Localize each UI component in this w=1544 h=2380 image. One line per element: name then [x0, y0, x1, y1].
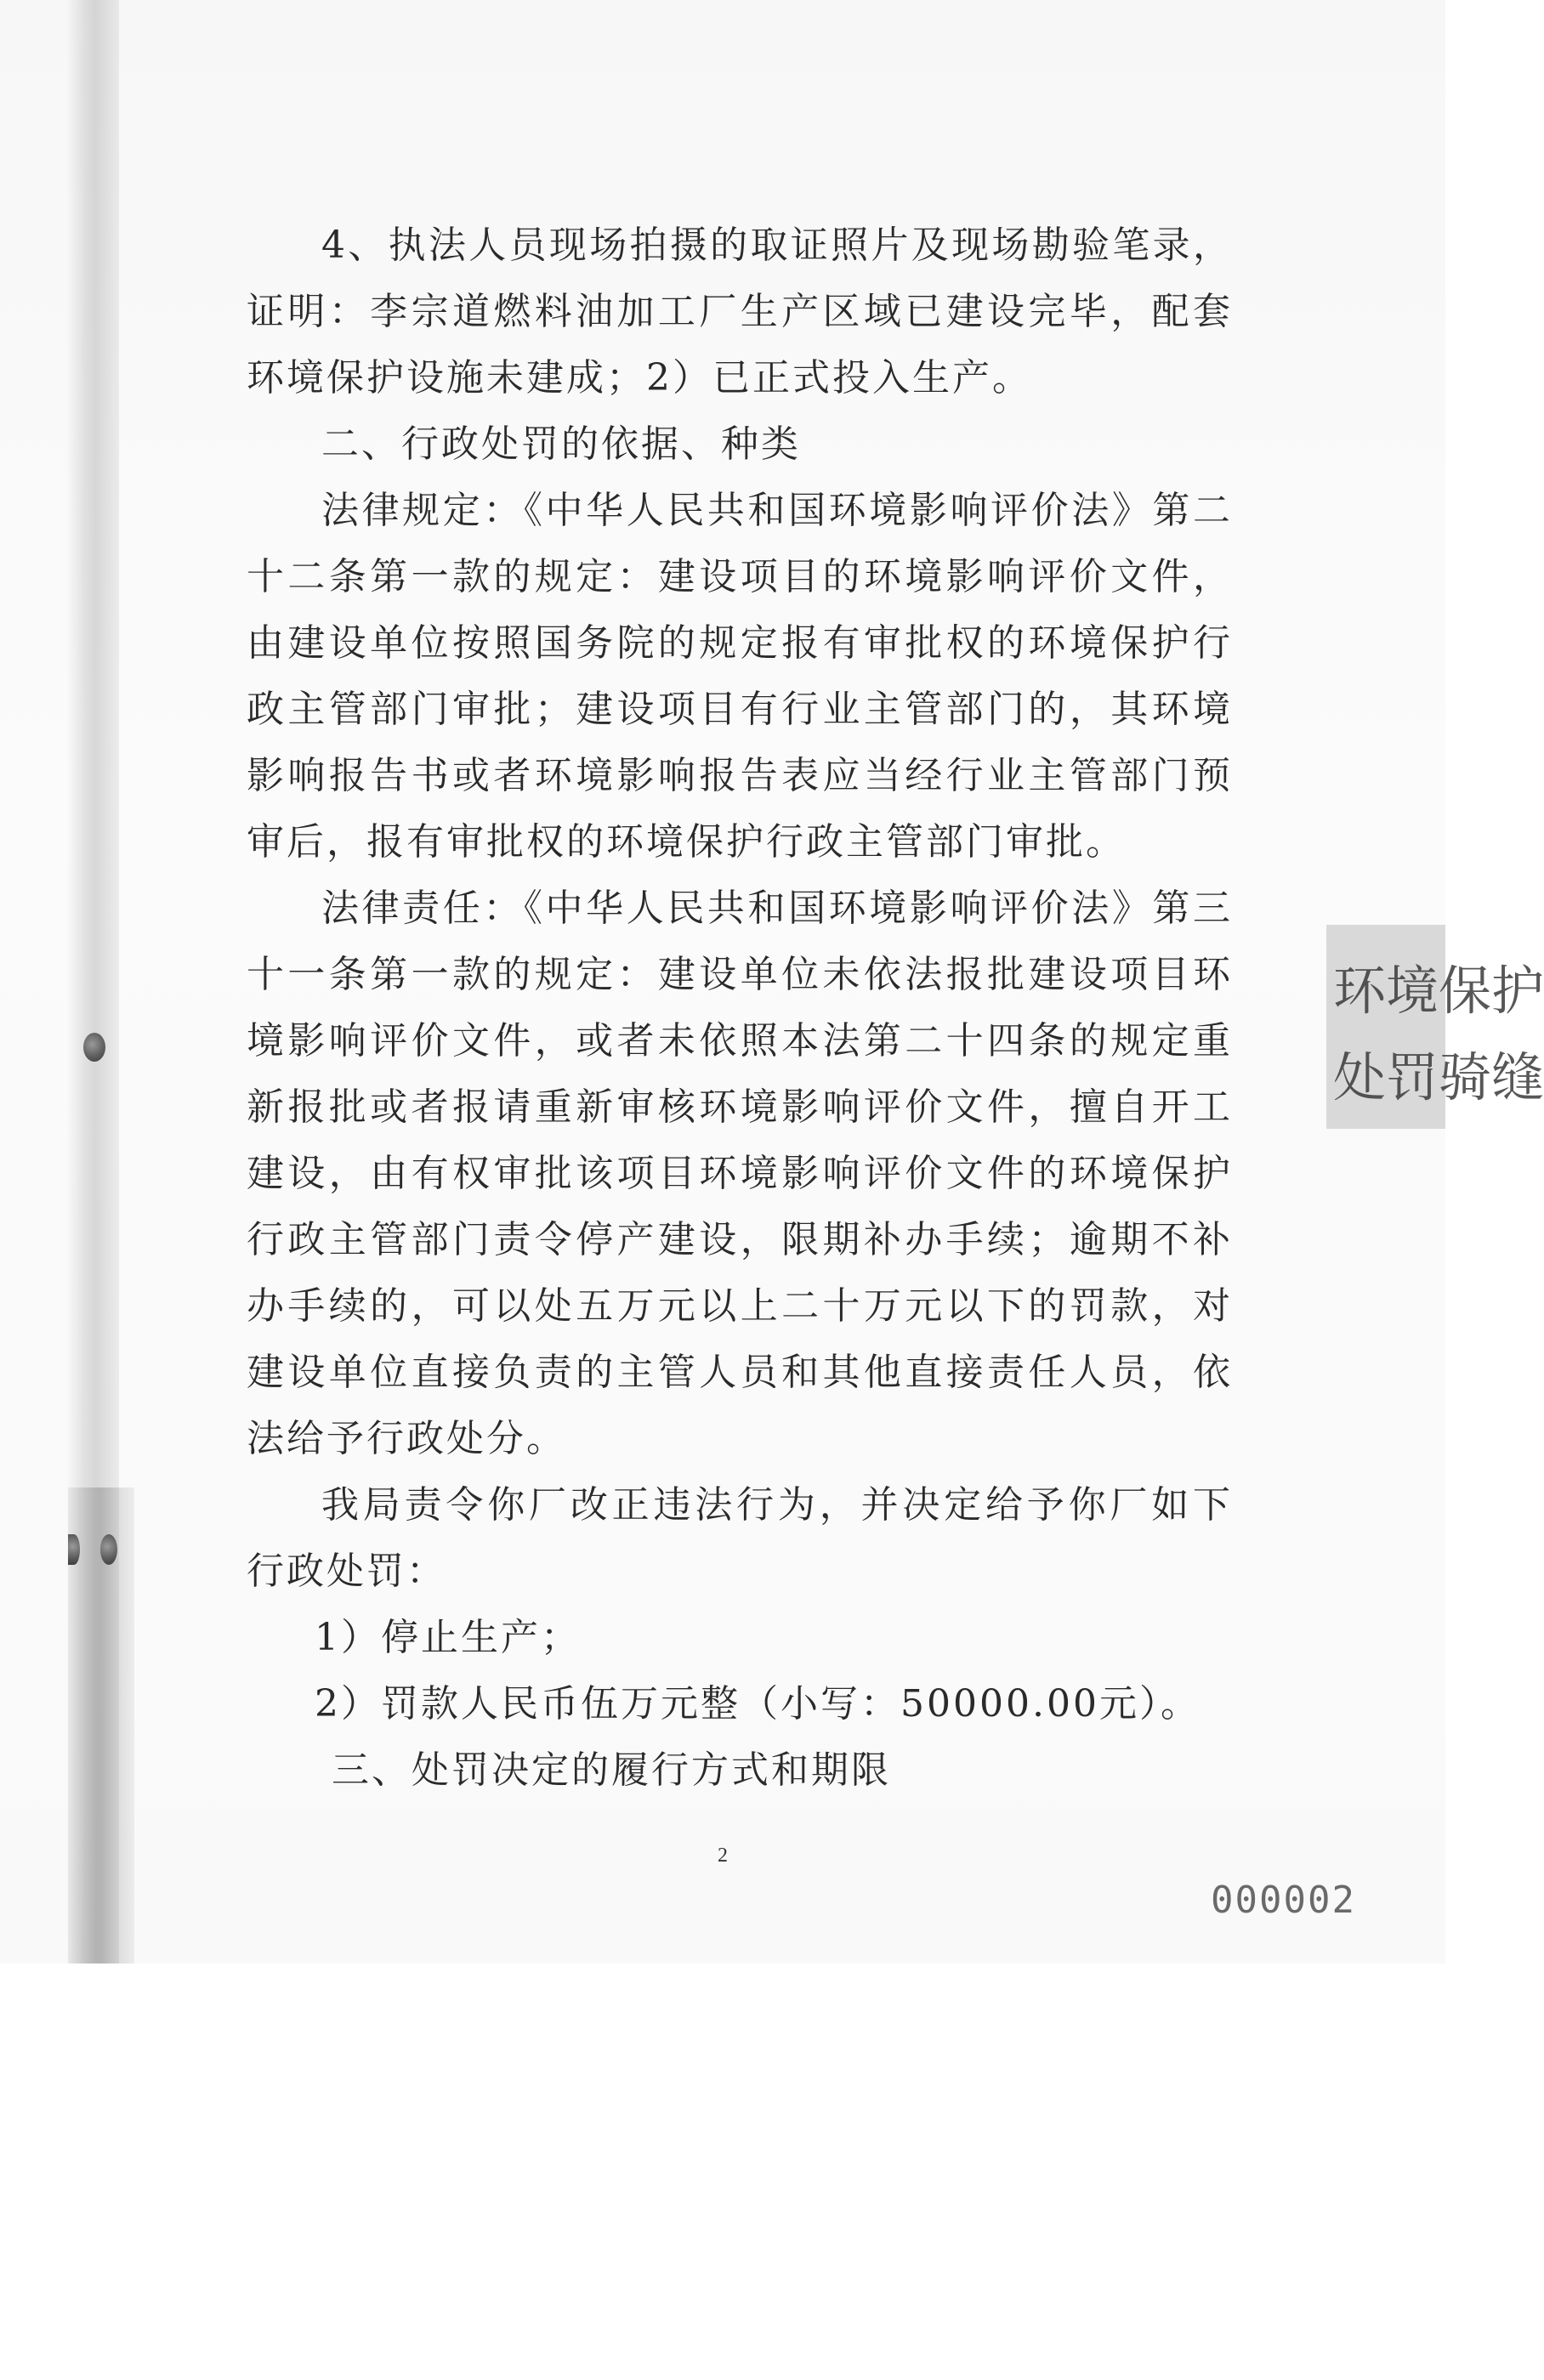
archive-number: 000002 [1211, 1878, 1356, 1922]
decision-paragraph: 我局责令你厂改正违法行为，并决定给予你厂如下行政处罚： [247, 1483, 1233, 1593]
penalty-item: 1）停止生产； [315, 1616, 581, 1659]
legal-provision-paragraph: 法律规定：《中华人民共和国环境影响评价法》第二十二条第一款的规定：建设项目的环境影响评价文件，由建设单位按照国务院的规定报有审批权的环境保护行政主管部门审批；建设项目有行业主管部门的，其环境影响报告书或者环境影响报告表应当经行业主管部门预审后，报有审批权的环境保护行政主管部门审批。 [247, 489, 1233, 864]
seam-seal-stamp [1326, 925, 1544, 1129]
legal-liability-paragraph: 法律责任：《中华人民共和国环境影响评价法》第三十一条第一款的规定：建设单位未依法报批建设项目环境影响评价文件，或者未依照本法第二十四条的规定重新报批或者报请重新审核环境影响评价文件，擅自开工建设，由有权审批该项目环境影响评价文件的环境保护行政主管部门责令停产建设，限期补办手续；逾期不补办手续的，可以处五万元以上二十万元以下的罚款，对建设单位直接负责的主管人员和其他直接责任人员，依法给予行政处分。 [247, 887, 1233, 1460]
section-heading-basis: 二、行政处罚的依据、种类 [321, 422, 801, 466]
page-number: 2 [718, 1844, 728, 1867]
document-body [247, 212, 1233, 1804]
punch-hole-lower [100, 1534, 117, 1565]
punch-hole-upper [83, 1033, 105, 1062]
section-heading-performance: 三、处罚决定的履行方式和期限 [332, 1748, 891, 1792]
punch-hole-lower-left [68, 1534, 80, 1565]
penalty-item: 2）罚款人民币伍万元整（小写：50000.00元）。 [315, 1682, 1201, 1726]
seam-seal-line: 处罚骑缝 [1333, 1046, 1544, 1108]
evidence-paragraph: 4、执法人员现场拍摄的取证照片及现场勘验笔录，证明：李宗道燃料油加工厂生产区域已建设完毕，配套环境保护设施未建成；2）已正式投入生产。 [247, 224, 1233, 400]
seam-seal-line: 环境保护 [1333, 960, 1544, 1022]
